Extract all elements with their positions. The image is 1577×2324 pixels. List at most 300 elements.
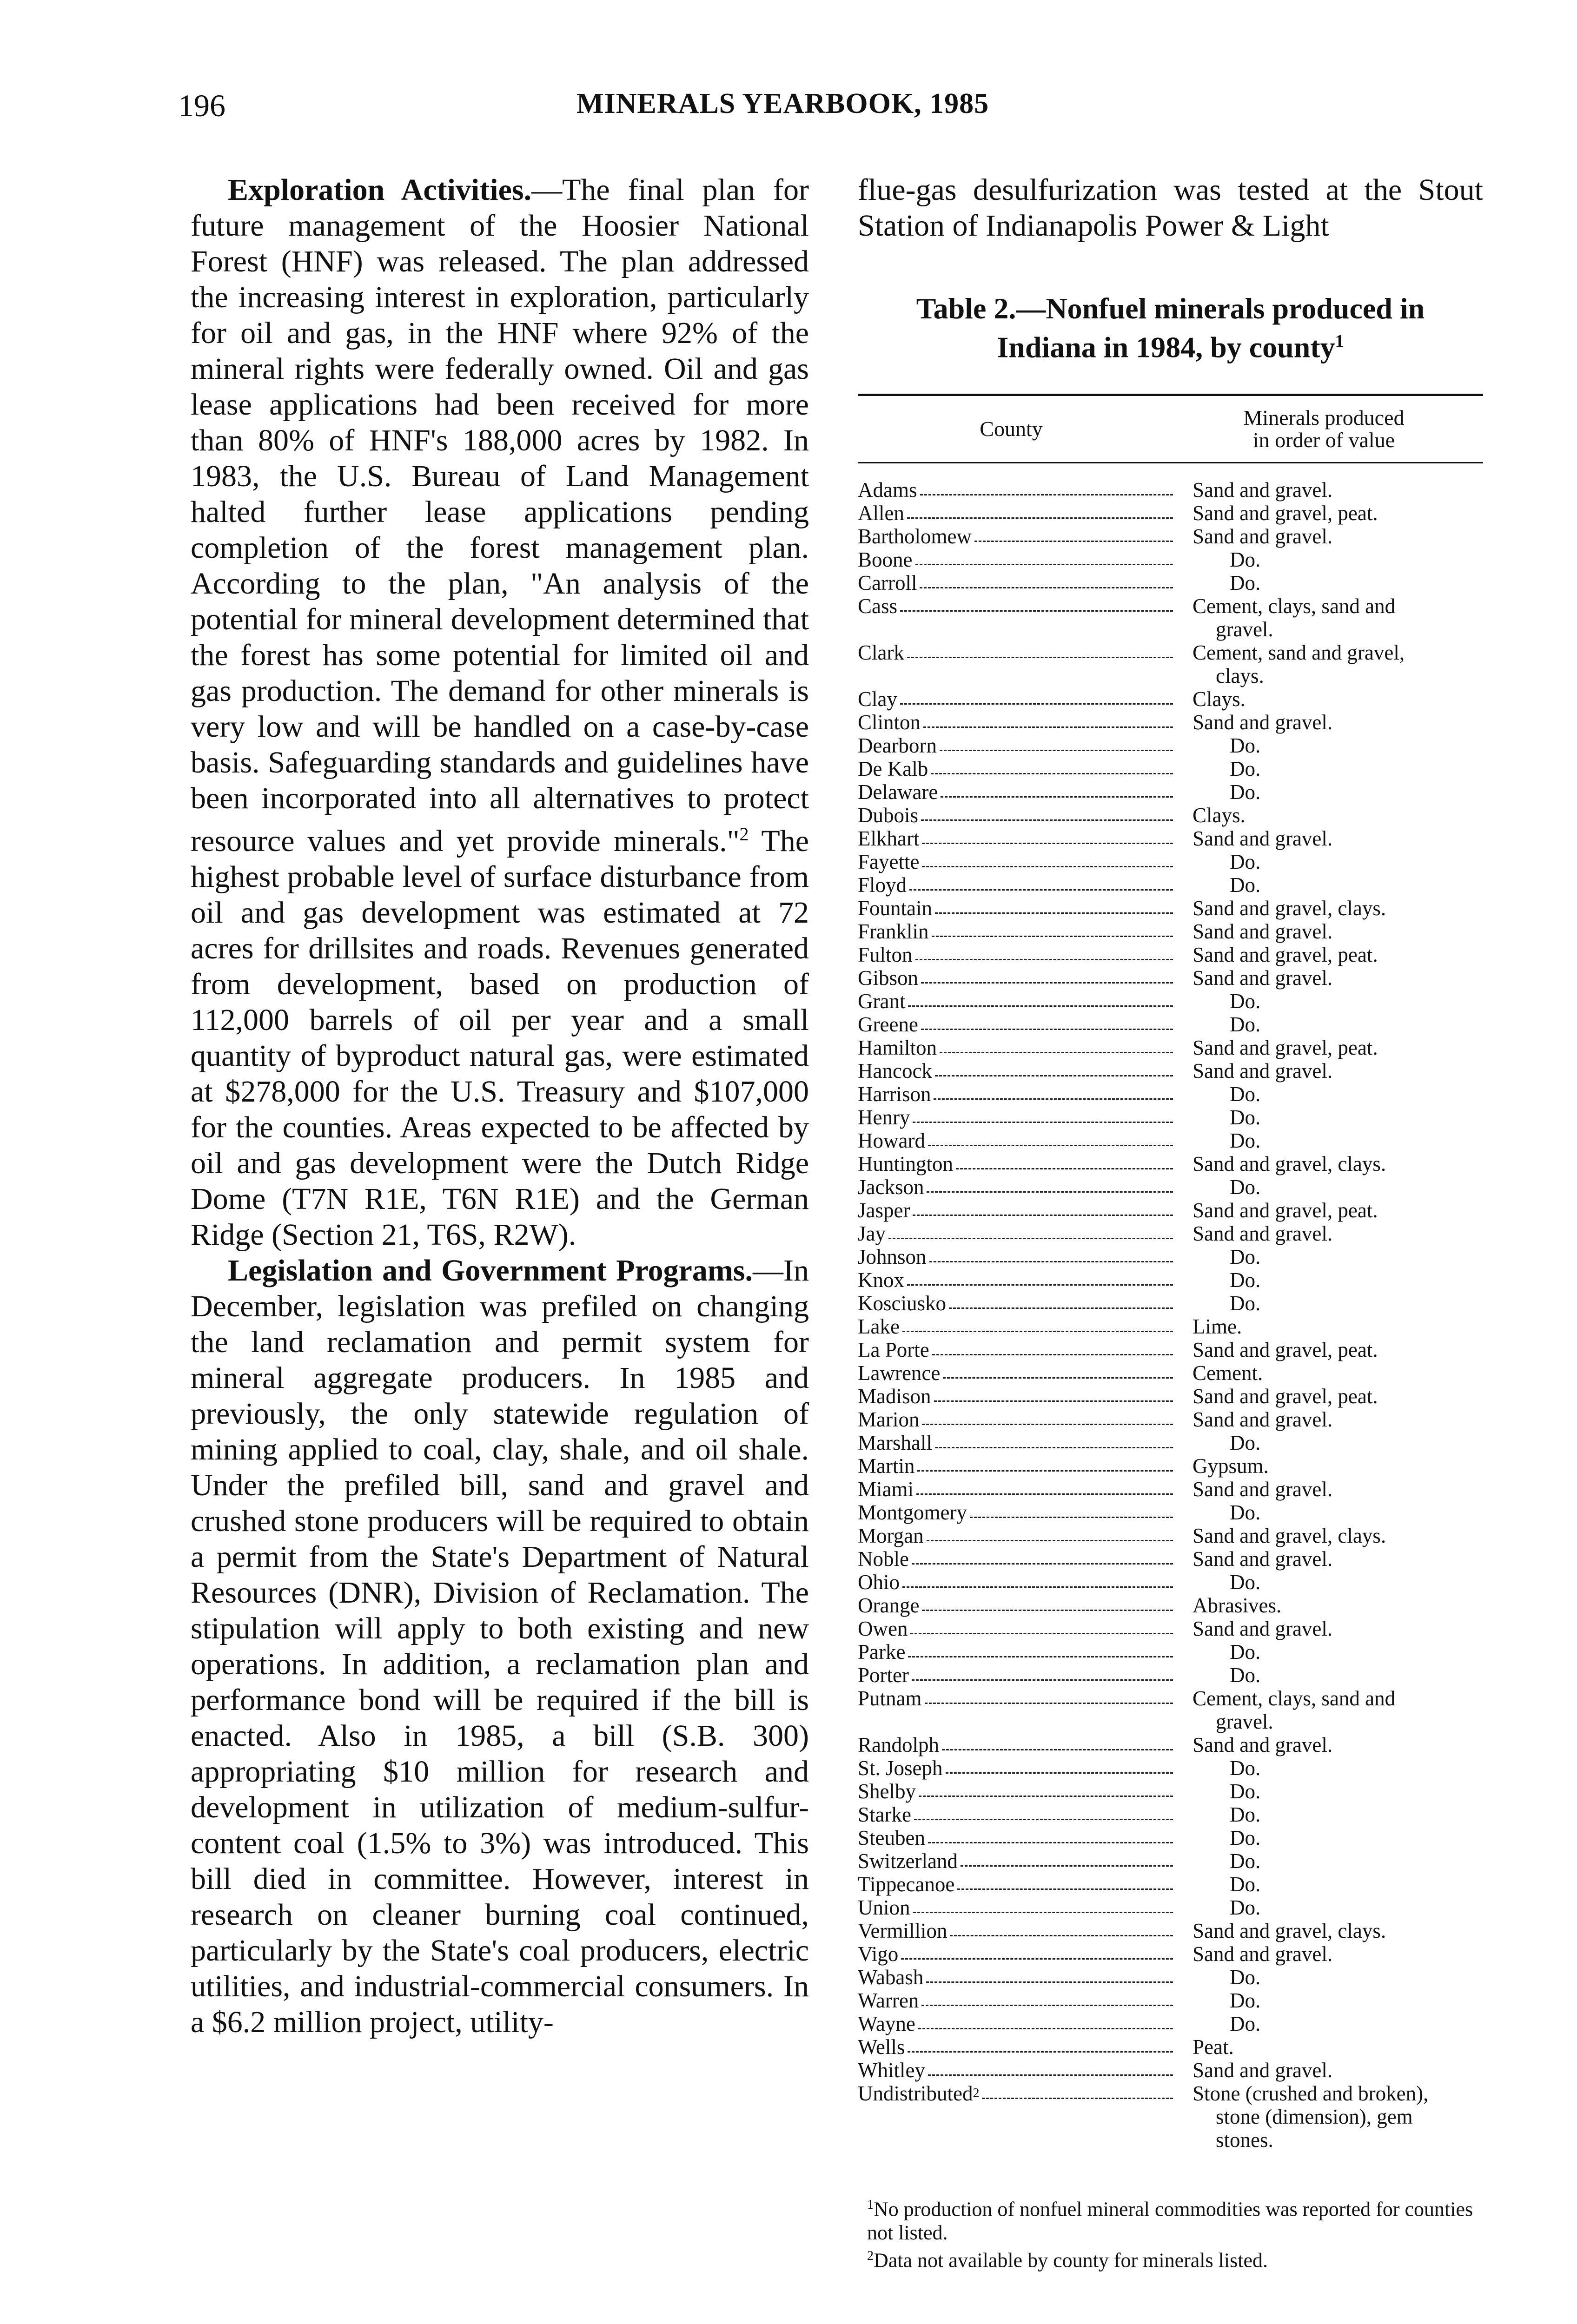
county-name: Miami xyxy=(858,1478,914,1501)
county-name: Wells xyxy=(858,2035,905,2059)
county-cell xyxy=(858,1803,1179,1826)
minerals-cell xyxy=(1179,1849,1458,1873)
county-name: Noble xyxy=(858,1547,909,1571)
county-name: Dubois xyxy=(858,804,919,827)
county-name: Martin xyxy=(858,1454,915,1478)
county-name: Dearborn xyxy=(858,734,937,758)
leader-dots xyxy=(946,1756,1173,1774)
leader-dots xyxy=(907,502,1173,519)
county-cell xyxy=(858,571,1179,594)
minerals-cell xyxy=(1179,1083,1458,1106)
leader-dots xyxy=(916,1478,1173,1495)
minerals-text: Sand and gravel, peat. xyxy=(1193,943,1378,967)
minerals-text: Do. xyxy=(1230,2012,1261,2036)
footnote-2-mark: 2 xyxy=(867,2248,874,2263)
county-cell xyxy=(858,1013,1179,1036)
minerals-text: Do. xyxy=(1230,1640,1261,1664)
minerals-cell xyxy=(1179,525,1458,548)
county-name: Union xyxy=(858,1896,910,1920)
county-cell xyxy=(858,641,1179,687)
leader-dots xyxy=(912,1547,1173,1565)
table-row xyxy=(858,1478,1483,1501)
leader-dots xyxy=(928,1129,1173,1146)
leader-dots xyxy=(914,1803,1173,1820)
minerals-cell xyxy=(1179,1222,1458,1245)
leader-dots xyxy=(961,1849,1173,1867)
county-name: Randolph xyxy=(858,1733,939,1757)
minerals-text: Do. xyxy=(1230,1013,1261,1037)
county-cell xyxy=(858,2082,1179,2152)
table-row xyxy=(858,1896,1483,1919)
table-header xyxy=(858,396,1483,462)
minerals-cell xyxy=(1179,873,1458,897)
county-name: Switzerland xyxy=(858,1849,958,1873)
minerals-cell xyxy=(1179,687,1458,711)
county-name: La Porte xyxy=(858,1338,929,1362)
county-cell xyxy=(858,804,1179,827)
minerals-text: Sand and gravel, peat. xyxy=(1193,502,1378,525)
minerals-cell xyxy=(1179,780,1458,804)
minerals-cell xyxy=(1179,1966,1458,1989)
minerals-header-line2: in order of value xyxy=(1252,428,1395,452)
minerals-cell xyxy=(1179,1013,1458,1036)
minerals-cell xyxy=(1179,1640,1458,1664)
right-column xyxy=(858,172,1483,2272)
county-cell xyxy=(858,2059,1179,2082)
county-name: Tippecanoe xyxy=(858,1873,955,1896)
table-row xyxy=(858,1571,1483,1594)
table-row xyxy=(858,1803,1483,1826)
county-name: Owen xyxy=(858,1617,908,1641)
county-cell xyxy=(858,1408,1179,1431)
leader-dots xyxy=(919,1780,1173,1797)
table-row xyxy=(858,804,1483,827)
minerals-cell xyxy=(1179,1896,1458,1919)
table-row xyxy=(858,1338,1483,1361)
county-cell xyxy=(858,1268,1179,1292)
leader-dots xyxy=(921,966,1173,984)
minerals-cell xyxy=(1179,897,1458,920)
county-cell xyxy=(858,1780,1179,1803)
minerals-cell xyxy=(1179,1547,1458,1571)
continuation-text: flue-gas desulfurization was tested at the Stout Station of Indianapolis Power & Light xyxy=(858,173,1483,243)
county-name: Orange xyxy=(858,1594,920,1618)
table-row xyxy=(858,1245,1483,1268)
footnote-1-text: No production of nonfuel mineral commodities was reported for counties not listed. xyxy=(867,2198,1473,2244)
minerals-text-continued: clays. xyxy=(1216,664,1264,688)
county-name: Greene xyxy=(858,1013,918,1037)
leader-dots xyxy=(909,873,1173,891)
minerals-cell xyxy=(1179,1152,1458,1175)
minerals-text: Do. xyxy=(1230,850,1261,874)
leader-dots xyxy=(922,850,1173,867)
leader-dots xyxy=(913,1106,1173,1123)
county-name: Clinton xyxy=(858,711,921,734)
county-name: Jasper xyxy=(858,1199,910,1222)
minerals-cell xyxy=(1179,1826,1458,1849)
table-row xyxy=(858,1222,1483,1245)
table-row xyxy=(858,1780,1483,1803)
minerals-header-line1: Minerals produced xyxy=(1243,406,1405,430)
leader-dots xyxy=(927,1524,1173,1541)
leader-dots xyxy=(922,827,1173,844)
minerals-text: Do. xyxy=(1230,1431,1261,1455)
footnote-mark: 2 xyxy=(739,824,749,845)
leader-dots xyxy=(907,641,1173,658)
table-row xyxy=(858,966,1483,990)
leader-dots xyxy=(923,711,1173,728)
table-row xyxy=(858,1942,1483,1966)
county-name: Knox xyxy=(858,1268,904,1292)
leader-dots xyxy=(970,1501,1173,1518)
leader-dots xyxy=(915,548,1173,565)
county-cell xyxy=(858,1989,1179,2012)
leader-dots xyxy=(921,1013,1173,1030)
county-cell xyxy=(858,1152,1179,1175)
county-name: St. Joseph xyxy=(858,1756,943,1780)
leader-dots xyxy=(942,1733,1173,1750)
minerals-text: Sand and gravel. xyxy=(1193,1547,1333,1571)
county-cell xyxy=(858,1129,1179,1152)
minerals-cell xyxy=(1179,1408,1458,1431)
county-cell xyxy=(858,966,1179,990)
leader-dots xyxy=(888,1222,1173,1239)
minerals-cell xyxy=(1179,1803,1458,1826)
table-row xyxy=(858,2012,1483,2035)
footnote-2-text: Data not available by county for minerals listed. xyxy=(874,2249,1268,2272)
county-cell xyxy=(858,1175,1179,1199)
county-name: Clay xyxy=(858,687,897,711)
minerals-text: Sand and gravel. xyxy=(1193,1059,1333,1083)
minerals-text: Do. xyxy=(1230,1106,1261,1129)
county-name: Vigo xyxy=(858,1942,899,1966)
minerals-text: Sand and gravel. xyxy=(1193,1478,1333,1501)
table-row xyxy=(858,1454,1483,1478)
table-row xyxy=(858,1501,1483,1524)
running-head: MINERALS YEARBOOK, 1985 xyxy=(576,88,989,119)
minerals-cell xyxy=(1179,1501,1458,1524)
county-cell xyxy=(858,1547,1179,1571)
county-name: Parke xyxy=(858,1640,906,1664)
county-cell xyxy=(858,2012,1179,2035)
county-cell xyxy=(858,1454,1179,1478)
minerals-text: Sand and gravel. xyxy=(1193,920,1333,944)
county-cell xyxy=(858,1083,1179,1106)
table-row xyxy=(858,920,1483,943)
county-name: Starke xyxy=(858,1803,911,1827)
leader-dots xyxy=(925,1687,1173,1704)
county-name: Bartholomew xyxy=(858,525,972,548)
table-row xyxy=(858,1129,1483,1152)
minerals-text: Sand and gravel. xyxy=(1193,1733,1333,1757)
leader-dots xyxy=(935,1431,1173,1448)
minerals-text: Do. xyxy=(1230,1129,1261,1153)
leader-dots xyxy=(922,1408,1173,1425)
minerals-cell xyxy=(1179,1454,1458,1478)
table-row xyxy=(858,1083,1483,1106)
leader-dots xyxy=(902,1571,1173,1588)
county-name: Johnson xyxy=(858,1245,927,1269)
leader-dots xyxy=(974,525,1173,542)
county-cell xyxy=(858,920,1179,943)
county-name: Gibson xyxy=(858,966,919,990)
table-row xyxy=(858,571,1483,594)
table-row xyxy=(858,943,1483,966)
minerals-cell xyxy=(1179,2035,1458,2059)
table-row xyxy=(858,1268,1483,1292)
minerals-cell xyxy=(1179,548,1458,571)
minerals-cell xyxy=(1179,1268,1458,1292)
county-name: Putnam xyxy=(858,1687,922,1710)
minerals-cell xyxy=(1179,571,1458,594)
minerals-cell xyxy=(1179,1756,1458,1780)
minerals-cell xyxy=(1179,1315,1458,1338)
county-name: Grant xyxy=(858,990,906,1013)
table-row xyxy=(858,687,1483,711)
county-cell xyxy=(858,990,1179,1013)
table-row xyxy=(858,990,1483,1013)
county-cell xyxy=(858,1896,1179,1919)
county-name: Morgan xyxy=(858,1524,924,1548)
minerals-text: Sand and gravel, clays. xyxy=(1193,897,1386,920)
minerals-cell xyxy=(1179,1338,1458,1361)
county-cell xyxy=(858,1594,1179,1617)
county-name: Montgomery xyxy=(858,1501,967,1525)
county-name: Lawrence xyxy=(858,1361,941,1385)
table-row xyxy=(858,1175,1483,1199)
minerals-text: Do. xyxy=(1230,1803,1261,1827)
legislation-text: —In December, legislation was prefiled on changing the land reclamation and permit system for mineral aggregate producers. In 1985 and previously, the only statewide regulation of mining applied to coal, clay, shale, and oil shale. Under the prefiled bill, sand and gravel and crushed stone producers will be required to obtain a permit from the State's Department of Natural Resources (DNR), Division of Reclamation. The stipulation will apply to both existing and new operations. In addition, a reclamation plan and performance bond will be required if the bill is enacted. Also in 1985, a bill (S.B. 300) appropriating $10 million for research and development in utilization of medium-sulfur-content coal (1.5% to 3%) was introduced. This bill died in committee. However, interest in research on cleaner burning coal continued, particularly by the State's coal producers, electric utilities, and industrial-commercial consumers. In a $6.2 million project, utility- xyxy=(191,1254,809,2039)
minerals-text: Do. xyxy=(1230,757,1261,781)
county-cell xyxy=(858,1431,1179,1454)
county-cell xyxy=(858,1756,1179,1780)
county-cell xyxy=(858,1245,1179,1268)
minerals-text: Cement, sand and gravel, xyxy=(1193,641,1405,665)
county-name: Madison xyxy=(858,1385,931,1408)
minerals-text: Sand and gravel, peat. xyxy=(1193,1036,1378,1060)
table-row xyxy=(858,1733,1483,1756)
minerals-text: Sand and gravel. xyxy=(1193,1408,1333,1432)
table-row xyxy=(858,1664,1483,1687)
county-cell xyxy=(858,1524,1179,1547)
county-cell xyxy=(858,1385,1179,1408)
county-name: Vermillion xyxy=(858,1919,948,1943)
county-cell xyxy=(858,1478,1179,1501)
minerals-cell xyxy=(1179,1571,1458,1594)
minerals-text: Do. xyxy=(1230,1826,1261,1850)
county-name: Henry xyxy=(858,1106,910,1129)
minerals-text: Do. xyxy=(1230,1780,1261,1803)
county-name: Lake xyxy=(858,1315,900,1339)
leader-dots xyxy=(901,1942,1173,1960)
exploration-heading: Exploration Activities. xyxy=(228,173,532,207)
county-cell xyxy=(858,757,1179,780)
county-cell xyxy=(858,1873,1179,1896)
minerals-text: Sand and gravel. xyxy=(1193,827,1333,851)
minerals-text: Do. xyxy=(1230,1664,1261,1687)
minerals-text: Sand and gravel. xyxy=(1193,478,1333,502)
minerals-text: Sand and gravel, clays. xyxy=(1193,1524,1386,1548)
county-cell xyxy=(858,827,1179,850)
table-title-line2-text: Indiana in 1984, by county xyxy=(997,330,1335,364)
table-row xyxy=(858,1966,1483,1989)
footnote-2 xyxy=(858,2245,1483,2272)
table-row xyxy=(858,2035,1483,2059)
exploration-text-2: The highest probable level of surface disturbance from oil and gas development was estimated at 72 acres for drillsites and roads. Revenues generated from development, based on production of 112,000 barrels of oil per year and a small quantity of byproduct natural gas, were estimated at $278,000 for the U.S. Treasury and $107,000 for the counties. Areas expected to be affected by oil and gas development were the Dutch Ridge Dome (T7N R1E, T6N R1E) and the German Ridge (Section 21, T6S, R2W). xyxy=(191,824,809,1252)
leader-dots xyxy=(920,571,1173,588)
table-row xyxy=(858,711,1483,734)
minerals-text: Do. xyxy=(1230,1501,1261,1525)
county-cell xyxy=(858,1199,1179,1222)
county-cell xyxy=(858,943,1179,966)
county-name: Elkhart xyxy=(858,827,920,851)
county-cell xyxy=(858,594,1179,641)
county-cell xyxy=(858,711,1179,734)
minerals-text: Stone (crushed and broken), xyxy=(1193,2082,1429,2106)
table-row xyxy=(858,780,1483,804)
leader-dots xyxy=(940,734,1173,751)
minerals-cell xyxy=(1179,1036,1458,1059)
leader-dots xyxy=(920,478,1173,495)
table-title-line2 xyxy=(858,325,1483,363)
county-cell xyxy=(858,1361,1179,1385)
minerals-text: Sand and gravel. xyxy=(1193,1617,1333,1641)
county-name: Steuben xyxy=(858,1826,925,1850)
leader-dots xyxy=(908,1640,1173,1657)
minerals-cell xyxy=(1179,1245,1458,1268)
leader-dots xyxy=(935,1059,1173,1076)
leader-dots xyxy=(931,757,1173,774)
table-row xyxy=(858,757,1483,780)
county-cell xyxy=(858,687,1179,711)
footnote-1 xyxy=(858,2193,1483,2245)
minerals-text: Lime. xyxy=(1193,1315,1242,1339)
minerals-cell xyxy=(1179,2012,1458,2035)
county-name: Floyd xyxy=(858,873,907,897)
minerals-text: Do. xyxy=(1230,990,1261,1013)
minerals-text: Clays. xyxy=(1193,687,1246,711)
leader-dots xyxy=(932,920,1173,937)
table-row xyxy=(858,1826,1483,1849)
minerals-text: Peat. xyxy=(1193,2035,1234,2059)
minerals-cell xyxy=(1179,1687,1458,1733)
table-row xyxy=(858,1919,1483,1942)
minerals-cell xyxy=(1179,1873,1458,1896)
minerals-cell xyxy=(1179,1129,1458,1152)
leader-dots xyxy=(957,1873,1173,1890)
county-name: Huntington xyxy=(858,1152,954,1176)
county-cell xyxy=(858,850,1179,873)
minerals-cell xyxy=(1179,966,1458,990)
county-name: Marshall xyxy=(858,1431,932,1455)
county-cell xyxy=(858,1222,1179,1245)
county-name: Warren xyxy=(858,1989,919,2013)
minerals-text: Do. xyxy=(1230,1966,1261,1989)
county-cell xyxy=(858,1036,1179,1059)
minerals-cell xyxy=(1179,1524,1458,1547)
minerals-cell xyxy=(1179,804,1458,827)
leader-dots xyxy=(900,687,1173,705)
county-cell xyxy=(858,873,1179,897)
minerals-cell xyxy=(1179,1385,1458,1408)
county-name: Kosciusko xyxy=(858,1292,946,1315)
county-name: Clark xyxy=(858,641,904,665)
minerals-cell xyxy=(1179,1942,1458,1966)
county-cell xyxy=(858,1687,1179,1733)
minerals-text: Do. xyxy=(1230,1083,1261,1106)
minerals-text: Cement, clays, sand and xyxy=(1193,1687,1396,1710)
leader-dots xyxy=(934,1083,1173,1100)
leader-dots xyxy=(921,1989,1173,2006)
minerals-text: Do. xyxy=(1230,780,1261,804)
minerals-text: Do. xyxy=(1230,1873,1261,1896)
minerals-cell xyxy=(1179,1478,1458,1501)
minerals-cell xyxy=(1179,2082,1458,2152)
minerals-text: Sand and gravel, clays. xyxy=(1193,1919,1386,1943)
county-name: Wabash xyxy=(858,1966,924,1989)
minerals-cell xyxy=(1179,711,1458,734)
minerals-text: Do. xyxy=(1230,1571,1261,1594)
county-name: Carroll xyxy=(858,571,917,595)
minerals-cell xyxy=(1179,943,1458,966)
minerals-cell xyxy=(1179,1617,1458,1640)
leader-dots xyxy=(908,2035,1173,2053)
county-cell xyxy=(858,780,1179,804)
minerals-text: Cement. xyxy=(1193,1361,1263,1385)
leader-dots xyxy=(949,1292,1173,1309)
county-cell xyxy=(858,1571,1179,1594)
minerals-text: Do. xyxy=(1230,1268,1261,1292)
county-name: Delaware xyxy=(858,780,938,804)
table-row xyxy=(858,1431,1483,1454)
table-row xyxy=(858,1547,1483,1571)
minerals-text: Sand and gravel. xyxy=(1193,966,1333,990)
table-row xyxy=(858,1013,1483,1036)
county-name: Howard xyxy=(858,1129,925,1153)
table-row xyxy=(858,1036,1483,1059)
left-column xyxy=(191,172,809,2040)
minerals-cell xyxy=(1179,1733,1458,1756)
minerals-cell xyxy=(1179,1059,1458,1083)
county-cell xyxy=(858,1849,1179,1873)
minerals-text: Gypsum. xyxy=(1193,1454,1269,1478)
exploration-paragraph xyxy=(191,172,809,1253)
minerals-cell xyxy=(1179,827,1458,850)
minerals-cell xyxy=(1179,1292,1458,1315)
county-name: Jay xyxy=(858,1222,886,1246)
footnote-1-mark: 1 xyxy=(867,2198,874,2212)
table-row xyxy=(858,594,1483,641)
leader-dots xyxy=(910,1617,1173,1634)
exploration-text: —The final plan for future management of the Hoosier National Forest (HNF) was released. The plan addressed the increasing interest in exploration, particularly for oil and gas, in the HNF where 92% of the mineral rights were federally owned. Oil and gas lease applications had been received for more than 80% of HNF's 188,000 acres by 1982. In 1983, the U.S. Bureau of Land Management halted further lease applications pending completion of the forest management plan. According to the plan, "An analysis of the potential for mineral development determined that the forest has some potential for limited oil and gas production. The demand for other minerals is very low and will be handled on a case-by-case basis. Safeguarding standards and guidelines have been incorporated into all alternatives to protect resource values and yet provide minerals." xyxy=(191,173,809,858)
minerals-cell xyxy=(1179,502,1458,525)
county-cell xyxy=(858,1640,1179,1664)
county-name: Porter xyxy=(858,1664,909,1687)
county-name: Undistributed xyxy=(858,2082,973,2106)
table-row xyxy=(858,1152,1483,1175)
minerals-cell xyxy=(1179,1780,1458,1803)
leader-dots xyxy=(913,1896,1173,1913)
minerals-text: Do. xyxy=(1230,1756,1261,1780)
minerals-text: Sand and gravel. xyxy=(1193,711,1333,734)
minerals-cell xyxy=(1179,1664,1458,1687)
table-row xyxy=(858,1989,1483,2012)
leader-dots xyxy=(928,2059,1173,2076)
leader-dots xyxy=(940,1036,1173,1053)
county-name: Shelby xyxy=(858,1780,916,1803)
county-name: Franklin xyxy=(858,920,929,944)
leader-dots xyxy=(922,1594,1173,1611)
